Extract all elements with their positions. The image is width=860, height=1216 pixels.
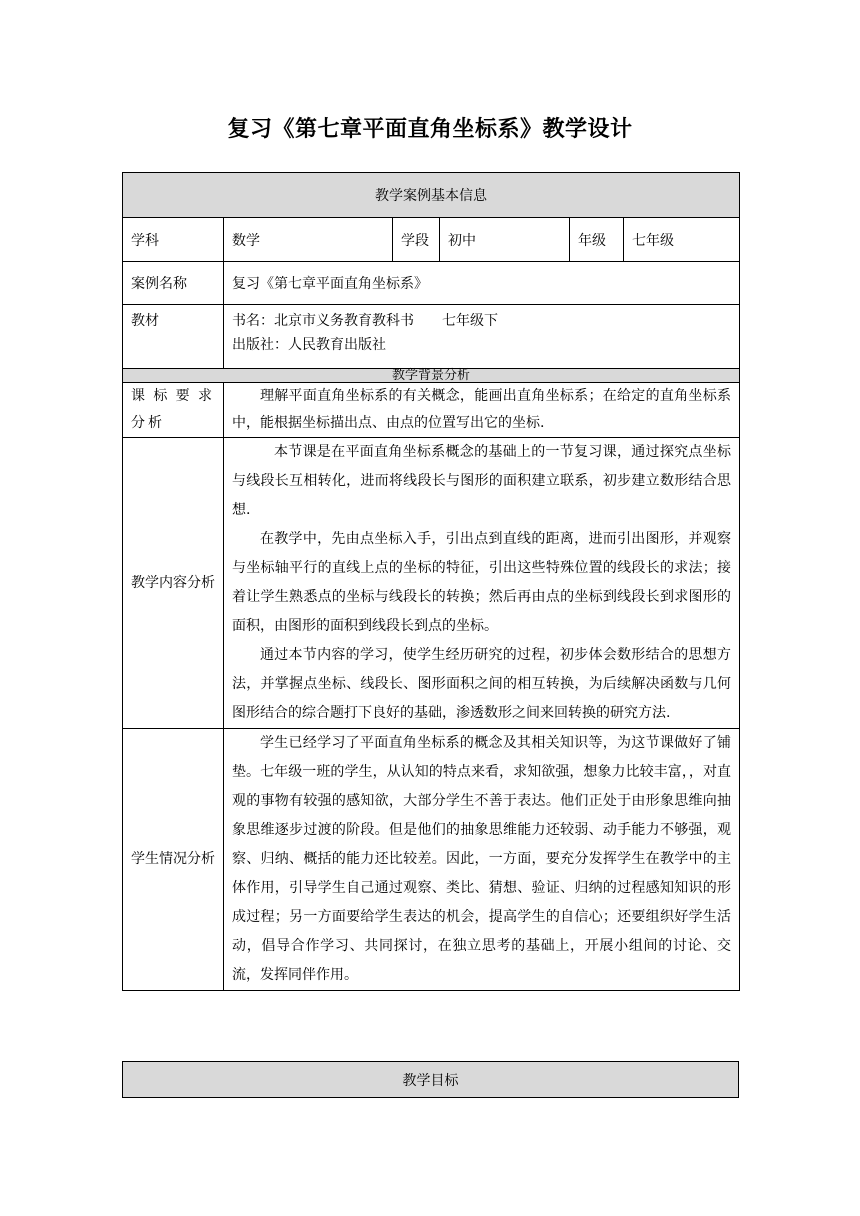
standard-text: 理解平面直角坐标系的有关概念，能画出直角坐标系；在给定的直角坐标系中，能根据坐标描出点、由点的位置写出它的坐标. (232, 388, 731, 431)
stage-label: 学段 (393, 218, 440, 262)
student-cell (224, 729, 740, 991)
stage-value: 初中 (440, 218, 570, 262)
objectives-table (122, 1061, 739, 1098)
case-name-value: 复习《第七章平面直角坐标系》 (224, 262, 740, 305)
grade-value: 七年级 (624, 218, 740, 262)
subject-label: 学科 (123, 218, 224, 262)
standard-label: 课标要求分析 (123, 383, 224, 438)
section-header-basic-info: 教学案例基本信息 (123, 173, 740, 218)
subject-value: 数学 (224, 218, 393, 262)
section-header-objectives: 教学目标 (123, 1062, 739, 1098)
lesson-info-table (122, 172, 740, 991)
content-cell (224, 438, 740, 729)
section-header-background: 教学背景分析 (123, 369, 740, 383)
textbook-value (224, 305, 740, 369)
student-text: 学生已经学习了平面直角坐标系的概念及其相关知识等，为这节课做好了铺垫。七年级一班的学生，从认知的特点来看，求知欲强，想象力比较丰富，，对直观的事物有较强的感知欲，大部分学生不善于表达。他们正处于由形象思维向抽象思维逐步过渡的阶段。但是他们的抽象思维能力还较弱、动手能力不够强，观察、归纳、概括的能力还比较差。因此，一方面，要充分发挥学生在教学中的主体作用，引导学生自己通过观察、类比、猜想、验证、归纳的过程感知知识的形成过程；另一方面要给学生表达的机会，提高学生的自信心；还要组织好学生活动，倡导合作学习、共同探讨，在独立思考的基础上，开展小组间的讨论、交流，发挥同伴作用。 (232, 735, 731, 983)
textbook-publisher: 出版社：人民教育出版社 (232, 337, 386, 353)
standard-cell (224, 383, 740, 438)
grade-label: 年级 (570, 218, 624, 262)
content-label: 教学内容分析 (123, 438, 224, 729)
content-paragraph-3: 通过本节内容的学习，使学生经历研究的过程，初步体会数形结合的思想方法，并掌握点坐标、线段长、图形面积之间的相互转换，为后续解决函数与几何图形结合的综合题打下良好的基础，渗透数形之间来回转换的研究方法. (232, 647, 731, 721)
content-paragraph-1: 本节课是在平面直角坐标系概念的基础上的一节复习课，通过探究点坐标与线段长互相转化，进而将线段长与图形的面积建立联系，初步建立数形结合思想. (232, 444, 731, 518)
textbook-label: 教材 (123, 305, 224, 369)
content-paragraph-2: 在教学中，先由点坐标入手，引出点到直线的距离，进而引出图形，并观察与坐标轴平行的直线上点的坐标的特征，引出这些特殊位置的线段长的求法；接着让学生熟悉点的坐标与线段长的转换；然后再由点的坐标到线段长到求图形的面积，由图形的面积到线段长到点的坐标。 (232, 531, 731, 634)
document-title: 复习《第七章平面直角坐标系》教学设计 (227, 117, 633, 142)
student-label: 学生情况分析 (123, 729, 224, 991)
case-name-label: 案例名称 (123, 262, 224, 305)
textbook-title: 书名：北京市义务教育教科书 七年级下 (232, 313, 498, 329)
